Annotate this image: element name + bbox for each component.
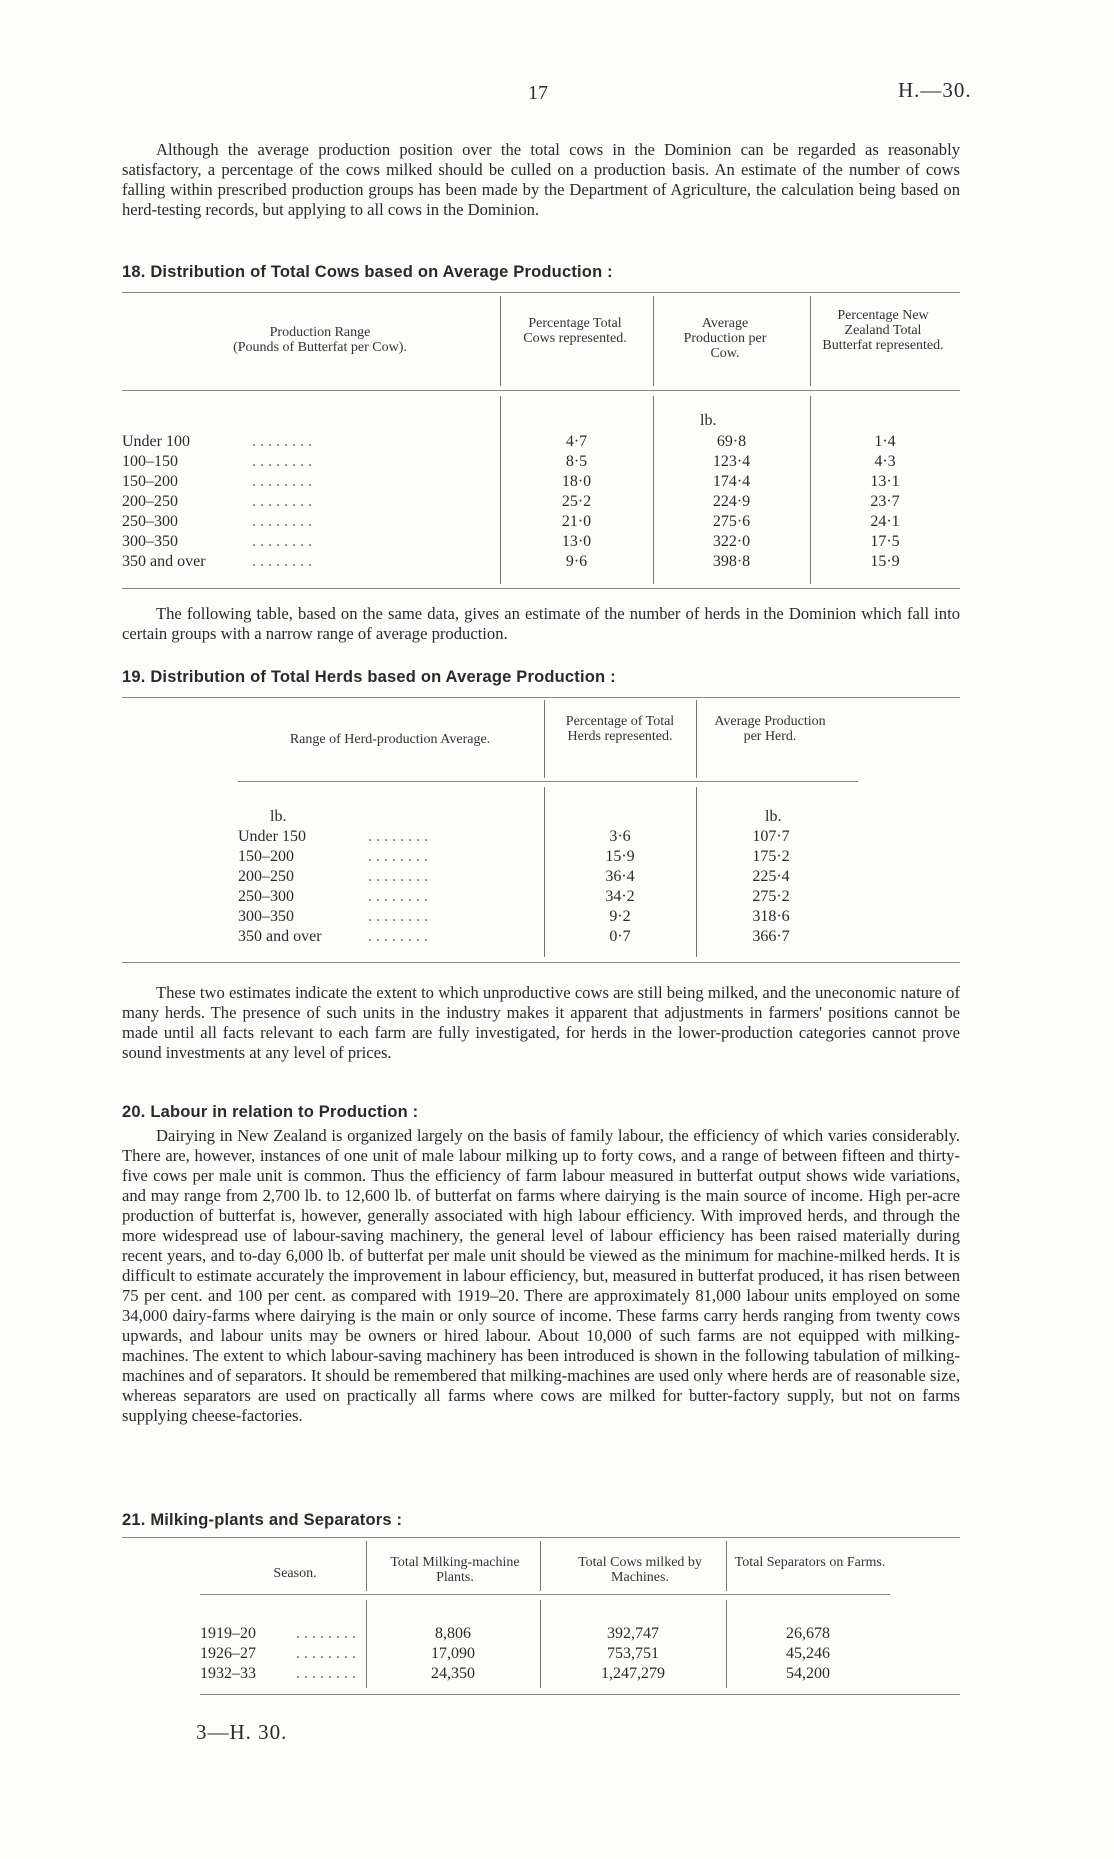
leader-dots: . . . . . . . . [368,908,428,925]
table-row [122,452,960,472]
table-row [200,1624,890,1644]
table18-header-range-line2: (Pounds of Butterfat per Cow). [233,340,407,355]
table19-header-avg-prod: Average Production per Herd. [714,714,826,744]
table-row [238,867,846,887]
table18-header-range-line1: Production Range [269,325,371,340]
pct-cows-cell: 18·0 [561,473,592,490]
table18-header-pct-butterfat: Percentage New Zealand Total Butterfat represented. [822,308,944,353]
pct-herds-cell: 3·6 [609,828,631,845]
avg-production-cell: 174·4 [712,473,751,490]
range-cell: 200–250 [122,493,178,510]
leader-dots: . . . . . . . . [252,453,312,470]
table-row [238,887,846,907]
table-row [122,532,960,552]
separators-cell: 26,678 [786,1625,830,1642]
pct-herds-cell: 9·2 [609,908,631,925]
table21-top-rule [122,1537,960,1538]
table21-header-separators: Total Separators on Farms. [734,1555,886,1570]
pct-cows-cell: 4·7 [565,433,588,450]
avg-production-cell: 275·2 [752,888,790,905]
section-18-title: 18. Distribution of Total Cows based on Average Production : [122,263,613,281]
table19-header-divider-1 [544,700,545,778]
table18-header-rule [122,390,960,391]
table19-unit-lb-avg: lb. [765,808,782,825]
table18-header-divider-2 [653,296,654,386]
leader-dots: . . . . . . . . [368,848,428,865]
table18-bottom-rule [122,588,960,589]
leader-dots: . . . . . . . . [252,473,312,490]
pct-herds-cell: 15·9 [605,848,635,865]
range-cell: 200–250 [238,868,294,885]
document-code: H.—30. [898,78,972,102]
pct-cows-cell: 13·0 [561,533,592,550]
table21-header-divider-3 [726,1541,727,1591]
pct-butterfat-cell: 13·1 [870,473,900,490]
pct-herds-cell: 34·2 [605,888,635,905]
table-row [238,847,846,867]
table-row [238,927,846,947]
table-row [122,512,960,532]
pct-butterfat-cell: 15·9 [870,553,900,570]
leader-dots: . . . . . . . . [252,493,312,510]
range-cell: 350 and over [238,928,322,945]
pct-cows-cell: 21·0 [561,513,592,530]
range-cell: 150–200 [238,848,294,865]
range-cell: Under 100 [122,433,190,450]
table19-bottom-rule [122,962,960,963]
table18-body [122,432,960,572]
table-row [122,492,960,512]
table18-top-rule [122,292,960,293]
table21-header-plants: Total Milking-machine Plants. [390,1555,520,1585]
table19-header-rule [238,781,858,782]
section-19-title: 19. Distribution of Total Herds based on Average Production : [122,668,616,686]
avg-production-cell: 322·0 [712,533,751,550]
table19-body [238,827,846,947]
table18-unit-lb: lb. [700,412,717,429]
cows-milked-cell: 1,247,279 [601,1665,665,1682]
avg-production-cell: 123·4 [712,453,751,470]
cows-milked-cell: 392,747 [607,1625,659,1642]
table18-header-avg-prod: Average Production per Cow. [683,316,767,361]
plants-cell: 24,350 [431,1665,475,1682]
leader-dots: . . . . . . . . [368,868,428,885]
range-cell: 150–200 [122,473,178,490]
avg-production-cell: 224·9 [712,493,751,510]
table19-header-range: Range of Herd-production Average. [289,732,491,747]
table19-header-divider-2 [696,700,697,778]
pct-herds-cell: 0·7 [609,928,631,945]
leader-dots: . . . . . . . . [368,828,428,845]
plants-cell: 17,090 [431,1645,475,1662]
avg-production-cell: 225·4 [752,868,790,885]
pct-butterfat-cell: 1·4 [874,433,896,450]
section-20-title: 20. Labour in relation to Production : [122,1103,419,1121]
range-cell: 300–350 [238,908,294,925]
table-row [238,827,846,847]
table21-header-divider-2 [540,1541,541,1591]
table19-top-rule [122,697,960,698]
intro-paragraph: Although the average production position over the total cows in the Dominion can be regarded as reasonably satisfactory, a percentage of the cows milked should be culled on a production basis. An estimate of the number of cows falling within prescribed production groups has been made by the Department of Agriculture, the calculation being based on herd-testing records, but applying to all cows in the Dominion. [122,140,960,219]
table19-unit-lb-range: lb. [270,808,287,825]
table21-header-cows: Total Cows milked by Machines. [578,1555,702,1585]
season-cell: 1932–33 [200,1665,256,1682]
table21-bottom-rule [200,1694,960,1695]
page-number: 17 [528,82,548,104]
separators-cell: 45,246 [786,1645,830,1662]
range-cell: 300–350 [122,533,178,550]
separators-cell: 54,200 [786,1665,830,1682]
avg-production-cell: 69·8 [716,433,747,450]
table-row [238,907,846,927]
leader-dots: . . . . . . . . [368,928,428,945]
range-cell: 350 and over [122,553,206,570]
avg-production-cell: 175·2 [752,848,790,865]
leader-dots: . . . . . . . . [296,1645,356,1662]
range-cell: 250–300 [238,888,294,905]
section-20-paragraph: Dairying in New Zealand is organized largely on the basis of family labour, the efficiency of which varies considerably. There are, however, instances of one unit of male labour milking up to forty cows, and a range of between fifteen and thirty-five cows per male unit is common. Thus the efficiency of farm labour measured in butterfat output shows wide variations, and may range from 2,700 lb. to 12,600 lb. of butterfat on farms where dairying is the main source of income. High per-acre production of butterfat is, however, generally associated with high labour efficiency. With improved herds, and through the more widespread use of labour-saving machinery, the general level of labour efficiency has been raised materially during recent years, and to-day 6,000 lb. of butterfat per male unit should be viewed as the minimum for machine-milked herds. It is difficult to estimate accurately the improvement in labour efficiency, but, measured in butterfat produced, it has risen between 75 per cent. and 100 per cent. as compared with 1919–20. There are approximately 81,000 labour units employed on some 34,000 dairy-farms where dairying is the main or only source of income. These farms carry herds ranging from twenty cows upwards, and labour units may be owners or hired labour. About 10,000 of such farms are not equipped with milking-machines. The extent to which labour-saving machinery has been introduced is shown in the following tabulation of milking-machines and of separators. It should be remembered that milking-machines are used only where herds are of reasonable size, whereas separators are used on practically all farms where cows are milked for butter-factory supply, but not on farms supplying cheese-factories. [122,1126,960,1425]
table-row [122,472,960,492]
table18-header-pct-cows: Percentage Total Cows represented. [523,316,627,346]
range-cell: 250–300 [122,513,178,530]
pct-butterfat-cell: 24·1 [870,513,900,530]
pct-herds-cell: 36·4 [605,868,635,885]
pct-butterfat-cell: 17·5 [870,533,900,550]
table-row [200,1664,890,1684]
pct-cows-cell: 25·2 [561,493,592,510]
avg-production-cell: 318·6 [752,908,790,925]
season-cell: 1926–27 [200,1645,256,1662]
season-cell: 1919–20 [200,1625,256,1642]
table21-body [200,1624,890,1684]
leader-dots: . . . . . . . . [252,433,312,450]
table-row [122,432,960,452]
table18-header-divider-1 [500,296,501,386]
between-paragraph: The following table, based on the same data, gives an estimate of the number of herds in the Dominion which fall into certain groups with a narrow range of average production. [122,604,960,643]
pct-cows-cell: 8·5 [565,453,588,470]
table21-header-season: Season. [273,1566,317,1581]
leader-dots: . . . . . . . . [252,513,312,530]
avg-production-cell: 275·6 [712,513,751,530]
table18-header-divider-3 [810,296,811,386]
pct-butterfat-cell: 4·3 [874,453,896,470]
avg-production-cell: 398·8 [712,553,751,570]
pct-butterfat-cell: 23·7 [870,493,900,510]
avg-production-cell: 366·7 [752,928,790,945]
leader-dots: . . . . . . . . [252,553,312,570]
table-row [122,552,960,572]
range-cell: 100–150 [122,453,178,470]
pct-cows-cell: 9·6 [565,553,588,570]
range-cell: Under 150 [238,828,306,845]
table21-header-divider-1 [366,1541,367,1591]
table18-header-range [150,325,490,355]
leader-dots: . . . . . . . . [252,533,312,550]
leader-dots: . . . . . . . . [296,1625,356,1642]
plants-cell: 8,806 [435,1625,471,1642]
leader-dots: . . . . . . . . [296,1665,356,1682]
table19-header-pct-herds: Percentage of Total Herds represented. [565,714,675,744]
cows-milked-cell: 753,751 [607,1645,659,1662]
avg-production-cell: 107·7 [752,828,790,845]
leader-dots: . . . . . . . . [368,888,428,905]
footer-signature: 3—H. 30. [196,1720,288,1744]
after-19-paragraph: These two estimates indicate the extent to which unproductive cows are still being milked, and the uneconomic nature of many herds. The presence of such units in the industry makes it apparent that adjustments in farmers' positions cannot be made until all facts relevant to each farm are fully investigated, for herds in the lower-production categories cannot prove sound investments at any level of prices. [122,983,960,1062]
section-21-title: 21. Milking-plants and Separators : [122,1511,403,1529]
table-row [200,1644,890,1664]
table21-header-rule [200,1594,890,1595]
